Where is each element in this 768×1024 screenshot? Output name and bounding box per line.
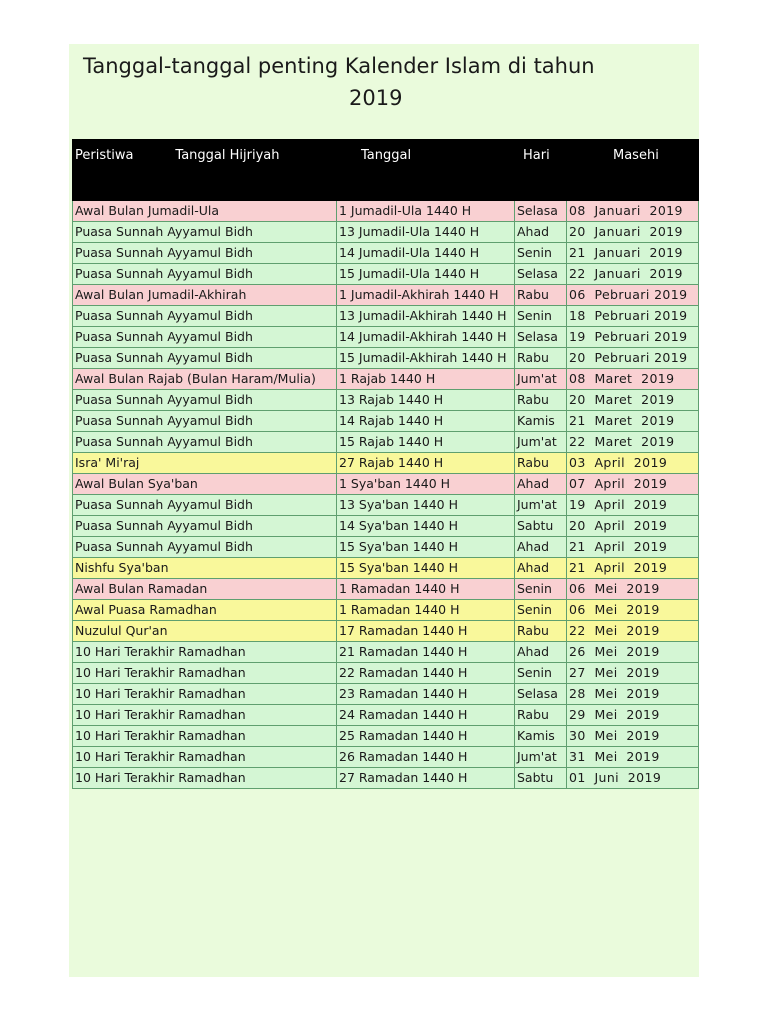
cell-masehi: 21 Januari 2019 (567, 243, 699, 264)
cell-masehi: 31 Mei 2019 (567, 747, 699, 768)
cell-hari: Ahad (515, 642, 567, 663)
cell-hijriyah: 14 Jumadil-Akhirah 1440 H (337, 327, 515, 348)
cell-hijriyah: 1 Ramadan 1440 H (337, 579, 515, 600)
header-hari: Hari (515, 140, 567, 201)
table-row (73, 537, 699, 558)
cell-hijriyah: 13 Rajab 1440 H (337, 390, 515, 411)
cell-hijriyah: 27 Ramadan 1440 H (337, 768, 515, 789)
cell-peristiwa: Puasa Sunnah Ayyamul Bidh (73, 264, 337, 285)
table-row (73, 684, 699, 705)
cell-hijriyah: 14 Sya'ban 1440 H (337, 516, 515, 537)
cell-peristiwa: 10 Hari Terakhir Ramadhan (73, 705, 337, 726)
cell-hari: Jum'at (515, 747, 567, 768)
cell-hari: Jum'at (515, 495, 567, 516)
table-row (73, 306, 699, 327)
cell-hari: Rabu (515, 285, 567, 306)
cell-hari: Rabu (515, 390, 567, 411)
cell-peristiwa: Puasa Sunnah Ayyamul Bidh (73, 516, 337, 537)
header-hijriyah: Tanggal Hijriyah (175, 148, 280, 163)
table-row (73, 621, 699, 642)
cell-peristiwa: Puasa Sunnah Ayyamul Bidh (73, 306, 337, 327)
cell-hari: Rabu (515, 705, 567, 726)
cell-masehi: 18 Pebruari 2019 (567, 306, 699, 327)
cell-hijriyah: 13 Jumadil-Ula 1440 H (337, 222, 515, 243)
table-row (73, 558, 699, 579)
cell-hari: Jum'at (515, 432, 567, 453)
table-row (73, 516, 699, 537)
table-header (73, 140, 699, 201)
cell-hijriyah: 13 Sya'ban 1440 H (337, 495, 515, 516)
title-line-2: 2019 (349, 86, 403, 110)
cell-peristiwa: Puasa Sunnah Ayyamul Bidh (73, 411, 337, 432)
cell-masehi: 20 April 2019 (567, 516, 699, 537)
cell-hijriyah: 21 Ramadan 1440 H (337, 642, 515, 663)
cell-masehi: 29 Mei 2019 (567, 705, 699, 726)
table-row (73, 495, 699, 516)
cell-masehi: 26 Mei 2019 (567, 642, 699, 663)
cell-hijriyah: 15 Jumadil-Akhirah 1440 H (337, 348, 515, 369)
table-row (73, 474, 699, 495)
cell-peristiwa: Awal Puasa Ramadhan (73, 600, 337, 621)
header-peristiwa: Peristiwa (75, 148, 134, 163)
cell-hijriyah: 1 Jumadil-Ula 1440 H (337, 201, 515, 222)
cell-masehi: 08 Januari 2019 (567, 201, 699, 222)
cell-peristiwa: Awal Bulan Jumadil-Ula (73, 201, 337, 222)
cell-peristiwa: 10 Hari Terakhir Ramadhan (73, 726, 337, 747)
cell-hijriyah: 1 Jumadil-Akhirah 1440 H (337, 285, 515, 306)
cell-masehi: 27 Mei 2019 (567, 663, 699, 684)
cell-peristiwa: Puasa Sunnah Ayyamul Bidh (73, 222, 337, 243)
cell-hari: Selasa (515, 264, 567, 285)
cell-peristiwa: 10 Hari Terakhir Ramadhan (73, 642, 337, 663)
cell-hari: Senin (515, 663, 567, 684)
cell-masehi: 19 April 2019 (567, 495, 699, 516)
cell-hari: Kamis (515, 411, 567, 432)
cell-masehi: 30 Mei 2019 (567, 726, 699, 747)
cell-masehi: 28 Mei 2019 (567, 684, 699, 705)
cell-hari: Senin (515, 579, 567, 600)
cell-masehi: 22 Maret 2019 (567, 432, 699, 453)
table-row (73, 726, 699, 747)
cell-peristiwa: 10 Hari Terakhir Ramadhan (73, 768, 337, 789)
cell-peristiwa: Awal Bulan Ramadan (73, 579, 337, 600)
cell-hari: Selasa (515, 684, 567, 705)
cell-hari: Senin (515, 600, 567, 621)
cell-peristiwa: 10 Hari Terakhir Ramadhan (73, 684, 337, 705)
table-row (73, 390, 699, 411)
table-row (73, 453, 699, 474)
cell-peristiwa: 10 Hari Terakhir Ramadhan (73, 747, 337, 768)
table-row (73, 243, 699, 264)
cell-peristiwa: Nuzulul Qur'an (73, 621, 337, 642)
cell-hari: Senin (515, 306, 567, 327)
cell-peristiwa: Puasa Sunnah Ayyamul Bidh (73, 537, 337, 558)
cell-hari: Senin (515, 243, 567, 264)
cell-hijriyah: 1 Rajab 1440 H (337, 369, 515, 390)
cell-hijriyah: 25 Ramadan 1440 H (337, 726, 515, 747)
table-row (73, 369, 699, 390)
table-row (73, 327, 699, 348)
document-sheet (69, 44, 699, 977)
cell-hijriyah: 22 Ramadan 1440 H (337, 663, 515, 684)
header-masehi: Masehi (567, 140, 699, 201)
header-peristiwa-hijriyah (73, 140, 337, 201)
table-row (73, 600, 699, 621)
table-body (73, 201, 699, 789)
table-row (73, 222, 699, 243)
cell-hari: Rabu (515, 348, 567, 369)
table-row (73, 348, 699, 369)
cell-hijriyah: 26 Ramadan 1440 H (337, 747, 515, 768)
cell-hijriyah: 17 Ramadan 1440 H (337, 621, 515, 642)
cell-peristiwa: Puasa Sunnah Ayyamul Bidh (73, 390, 337, 411)
table-row (73, 201, 699, 222)
cell-hari: Ahad (515, 222, 567, 243)
cell-masehi: 06 Mei 2019 (567, 579, 699, 600)
cell-masehi: 22 Januari 2019 (567, 264, 699, 285)
cell-hijriyah: 13 Jumadil-Akhirah 1440 H (337, 306, 515, 327)
table-row (73, 642, 699, 663)
cell-masehi: 06 Pebruari 2019 (567, 285, 699, 306)
cell-hari: Selasa (515, 201, 567, 222)
cell-peristiwa: Nishfu Sya'ban (73, 558, 337, 579)
cell-hijriyah: 15 Sya'ban 1440 H (337, 537, 515, 558)
cell-peristiwa: Awal Bulan Sya'ban (73, 474, 337, 495)
cell-hijriyah: 14 Rajab 1440 H (337, 411, 515, 432)
cell-hijriyah: 24 Ramadan 1440 H (337, 705, 515, 726)
cell-hijriyah: 1 Ramadan 1440 H (337, 600, 515, 621)
table-row (73, 432, 699, 453)
cell-masehi: 20 Maret 2019 (567, 390, 699, 411)
cell-peristiwa: Puasa Sunnah Ayyamul Bidh (73, 348, 337, 369)
header-row (73, 140, 699, 201)
cell-masehi: 08 Maret 2019 (567, 369, 699, 390)
table-row (73, 747, 699, 768)
cell-masehi: 22 Mei 2019 (567, 621, 699, 642)
cell-masehi: 20 Pebruari 2019 (567, 348, 699, 369)
cell-masehi: 06 Mei 2019 (567, 600, 699, 621)
cell-hijriyah: 1 Sya'ban 1440 H (337, 474, 515, 495)
cell-hari: Ahad (515, 537, 567, 558)
table-row (73, 264, 699, 285)
cell-hari: Ahad (515, 558, 567, 579)
cell-masehi: 20 Januari 2019 (567, 222, 699, 243)
cell-masehi: 03 April 2019 (567, 453, 699, 474)
table-row (73, 411, 699, 432)
cell-hijriyah: 15 Sya'ban 1440 H (337, 558, 515, 579)
cell-peristiwa: Awal Bulan Jumadil-Akhirah (73, 285, 337, 306)
cell-hari: Sabtu (515, 516, 567, 537)
cell-peristiwa: Puasa Sunnah Ayyamul Bidh (73, 327, 337, 348)
cell-masehi: 21 April 2019 (567, 558, 699, 579)
cell-peristiwa: Isra' Mi'raj (73, 453, 337, 474)
cell-hijriyah: 15 Jumadil-Ula 1440 H (337, 264, 515, 285)
table-row (73, 663, 699, 684)
cell-hari: Rabu (515, 453, 567, 474)
cell-peristiwa: Puasa Sunnah Ayyamul Bidh (73, 432, 337, 453)
cell-hijriyah: 23 Ramadan 1440 H (337, 684, 515, 705)
cell-peristiwa: Awal Bulan Rajab (Bulan Haram/Mulia) (73, 369, 337, 390)
cell-masehi: 19 Pebruari 2019 (567, 327, 699, 348)
table-row (73, 285, 699, 306)
cell-hari: Kamis (515, 726, 567, 747)
cell-masehi: 21 April 2019 (567, 537, 699, 558)
table-row (73, 705, 699, 726)
cell-hijriyah: 15 Rajab 1440 H (337, 432, 515, 453)
table-row (73, 768, 699, 789)
header-tanggal: Tanggal (337, 140, 515, 201)
cell-hijriyah: 27 Rajab 1440 H (337, 453, 515, 474)
table-row (73, 579, 699, 600)
cell-hari: Ahad (515, 474, 567, 495)
cell-masehi: 07 April 2019 (567, 474, 699, 495)
cell-hijriyah: 14 Jumadil-Ula 1440 H (337, 243, 515, 264)
cell-masehi: 01 Juni 2019 (567, 768, 699, 789)
cell-masehi: 21 Maret 2019 (567, 411, 699, 432)
cell-peristiwa: 10 Hari Terakhir Ramadhan (73, 663, 337, 684)
cell-hari: Selasa (515, 327, 567, 348)
cell-hari: Jum'at (515, 369, 567, 390)
cell-hari: Sabtu (515, 768, 567, 789)
title-line-1: Tanggal-tanggal penting Kalender Islam di tahun (83, 54, 595, 78)
cell-peristiwa: Puasa Sunnah Ayyamul Bidh (73, 243, 337, 264)
cell-hari: Rabu (515, 621, 567, 642)
calendar-table (72, 139, 699, 789)
cell-peristiwa: Puasa Sunnah Ayyamul Bidh (73, 495, 337, 516)
